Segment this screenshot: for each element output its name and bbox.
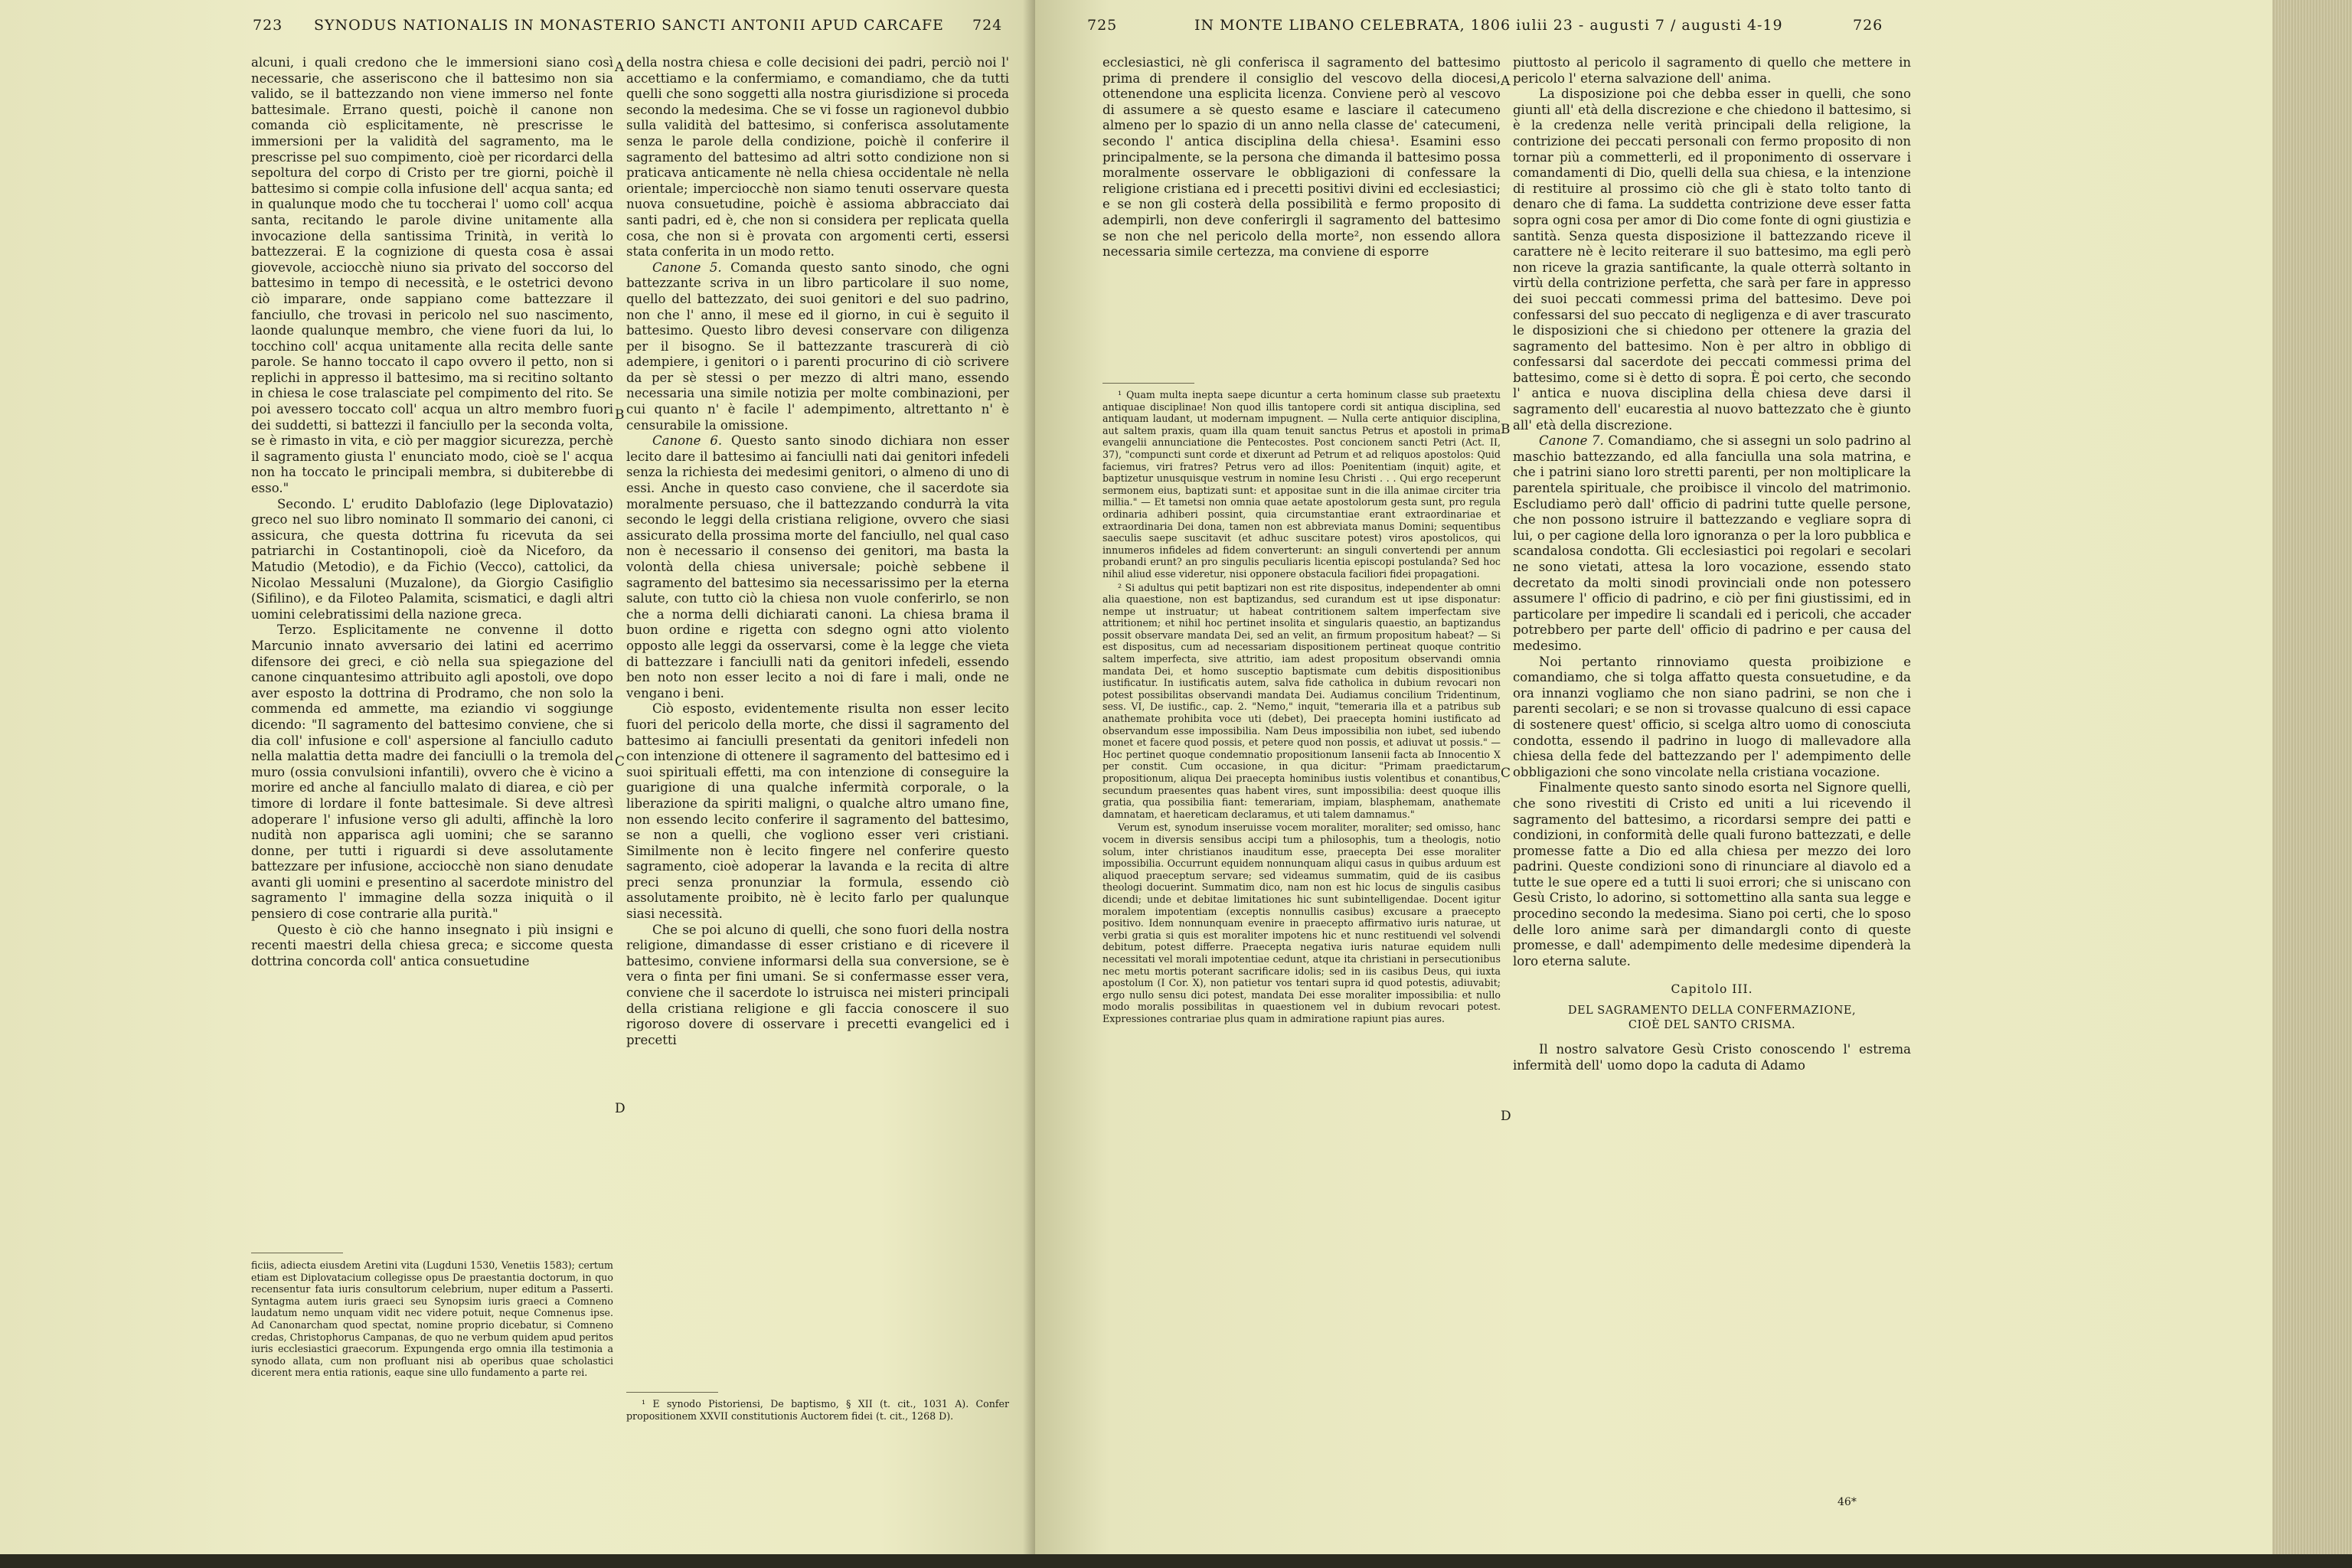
paragraph: ecclesiastici, nè gli conferisca il sagramento del battesimo prima di prendere il consiglio del vescovo della diocesi, ottenendone una esplicita licenza. Conviene però al vescovo di assumere a sè questo esame e lasciare il catecumeno almeno per lo spazio di un anno nella classe de' catecumeni, secondo l' antica disciplina della chiesa¹. Esamini esso principalmente, se la persona che dimanda il battesimo possa moralmente osservare le obbligazioni di confessare la religione cristiana ed i precetti positivi divini ed ecclesiastici; e se non gli costerà della possibilità e fermo proposito di adempirli, non deve conferirgli il sagramento del battesimo se non che nel pericolo della morte², non essendo allora necessaria simile certezza, ma conviene di esporre: [1102, 55, 1501, 260]
paragraph: Terzo. Esplicitamente ne convenne il dotto Marcunio innato avversario dei latini ed acerrimo difensore dei greci, e ciò nella sua spiegazione del canone cinquantesimo attribuito agli apostoli, ove dopo aver esposto la dottrina di Prodramo, che non solo la commenda ed ammette, ma eziandio vi soggiunge dicendo: "Il sagramento del battesimo conviene, che si dia coll' infusione e coll' aspersione al fanciullo caduto nella malattia detta madre dei fanciulli o la tremola del muro (ossia convulsioni infantili), ovvero che è vicino a morire ed anche al fanciullo malato di diarea, e ciò per timore di lordare il fonte battesimale. Si deve altresì adoperare l' infusione verso gli adulti, affinchè la loro nudità non apparisca agli uomini; che se saranno donne, per tutti i riguardi si deve assolutamente battezzare per infusione, acciocchè non siano denudate avanti gli uomini e presentino al sacerdote ministro del sagramento l' immagine della sozza iniquità o il pensiero di cose contrarie alla purità.": [251, 622, 613, 922]
chapter-subtitle: [1513, 1004, 1911, 1033]
left-footnote-2: [626, 1398, 1009, 1475]
left-page-number-b: 724: [972, 17, 1003, 34]
paragraph: alcuni, i quali credono che le immersioni siano così necessarie, che asseriscono che il battesimo non sia valido, se il battezzando non viene immerso nel fonte battesimale. Errano questi, poichè il canone non comanda ciò esplicitamente, nè prescrisse le immersioni per la validità del sagramento, ma le prescrisse pel suo compimento, cioè per ricordarci della sepoltura del corpo di Cristo per tre giorni, poichè il battesimo si compie colla infusione dell' acqua santa; ed in qualunque modo che tu toccherai l' uomo coll' acqua santa, recitando le parole divine unitamente alla invocazione della santissima Trinità, in verità lo battezzerai. E la cognizione di questa cosa è assai giovevole, acciocchè niuno sia privato del soccorso del battesimo in tempo di necessità, e le ostetrici devono ciò imparare, onde sappiano come battezzare il fanciullo, che trovasi in pericolo nel suo nascimento, laonde qualunque membro, che viene fuori da lui, lo tocchino coll' acqua unitamente alla recita delle sante parole. Se hanno toccato il capo ovvero il petto, non si replichi in appresso il battesimo, ma si recitino soltanto in chiesa le cose tralasciate pel compimento del rito. Se poi avessero toccato coll' acqua un altro membro fuori dei suddetti, si battezzi il fanciullo per la seconda volta, se è rimasto in vita, e ciò per maggior sicurezza, perchè il sagramento giusta l' enunciato modo, cioè se l' acqua non ha toccato le principali membra, si dubiterebbe di esso.": [251, 55, 613, 496]
signature-mark: 46*: [1838, 1496, 1857, 1508]
chapter-subtitle-line: CIOÈ DEL SANTO CRISMA.: [1628, 1019, 1796, 1032]
margin-letter: C: [615, 754, 626, 769]
paragraph: della nostra chiesa e colle decisioni dei padri, perciò noi l' accettiamo e la confermiamo, e comandiamo, che da tutti quelli che sono soggetti alla nostra giurisdizione si proceda secondo la medesima. Che se vi fosse un ragionevol dubbio sulla validità del battesimo, si conferisca assolutamente senza le parole della condizione, poichè il conferire il sagramento del battesimo ad altri sotto condizione non si praticava anticamente nè nella chiesa occidentale nè nella orientale; imperciocchè non siamo tenuti osservare questa nuova consuetudine, poichè è assioma abbracciato dai santi padri, ed è, che non si considera per replicata quella cosa, che non si è provata con argomenti certi, essersi stata conferita in un modo retto.: [626, 55, 1009, 260]
left-page: [0, 0, 1035, 1562]
right-footnotes: [1102, 389, 1501, 1468]
footnote-text: ficiis, adiecta eiusdem Aretini vita (Lugduni 1530, Venetiis 1583); certum etiam est Diplovatacium collegisse opus De praestantia doctorum, in quo recensentur fata iuris consultorum celebrium, nuper editum a Passerti. Syntagma autem iuris graeci seu Synopsim iuris graeci a Comneno laudatum nemo unquam vidit nec videre potuit, neque Comnenus ipse. Ad Canonarcham quod spectat, nomine proprio dicebatur, si Comneno credas, Christophorus Campanas, de quo ne verbum quidem apud peritos iuris ecclesiastici graecorum. Expungenda ergo omnia illa testimonia a synodo allata, cum non profluant nisi ab operibus quae scholastici dicerent mera entia rationis, eaque sine ullo fundamento a parte rei.: [251, 1259, 613, 1379]
right-page-number-a: 725: [1087, 17, 1118, 34]
paragraph: Secondo. L' erudito Dablofazio (lege Diplovatazio) greco nel suo libro nominato Il sommario dei canoni, ci assicura, che questa dottrina fu ricevuta da sei patriarchi in Costantinopoli, cioè da Niceforo, da Matudio (Metodio), e da Fichio (Vecco), cattolici, da Nicolao Messaluni (Muzalone), da Giorgio Casifiglio (Sifilino), e da Filoteo Palamita, scismatici, e dagli altri uomini celebratissimi della nazione greca.: [251, 496, 613, 622]
footnote-rule: [1102, 383, 1194, 384]
paragraph: piuttosto al pericolo il sagramento di quello che mettere in pericolo l' eterna salvazione dell' anima.: [1513, 55, 1911, 86]
right-page-number-b: 726: [1853, 17, 1883, 34]
margin-letter: A: [615, 60, 625, 75]
right-column-2: [1513, 55, 1911, 1341]
canon-label: Canone 6.: [652, 433, 723, 449]
paragraph: Questo è ciò che hanno insegnato i più insigni e recenti maestri della chiesa greca; e siccome questa dottrina concorda coll' antica consuetudine: [251, 922, 613, 969]
footnote-text: ¹ E synodo Pistoriensi, De baptismo, § XII (t. cit., 1031 A). Confer propositionem XXVII constitutionis Auctorem fidei (t. cit., 1268 D).: [626, 1398, 1009, 1422]
right-column-1: [1102, 55, 1501, 369]
right-running-title: IN MONTE LIBANO CELEBRATA, 1806 iulii 23 - augusti 7 / augusti 4-19: [1194, 17, 1783, 34]
footnote-rule: [626, 1392, 718, 1393]
left-running-title: SYNODUS NATIONALIS IN MONASTERIO SANCTI ANTONII APUD CARCAFE: [314, 17, 944, 34]
page-edges: [2272, 0, 2352, 1568]
canon-label: Canone 5.: [652, 260, 722, 275]
margin-letter: D: [615, 1101, 626, 1116]
canon-label: Canone 7.: [1539, 433, 1604, 449]
footnote-text: Verum est, synodum inseruisse vocem moraliter, moraliter; sed omisso, hanc vocem in diversis sensibus accipi tum a philosophis, tum a theologis, notio solum, inter christianos inauditum esse, praecepta Dei esse moraliter impossibilia. Occurrunt equidem nonnunquam aliqui casus in quibus arduum est aliquod praeceptum servare; sed videamus summatim, quid de iis casibus theologi docuerint. Summatim dico, nam non est hic locus de singulis casibus dicendi; unde et debitae limitationes hic sunt subintelligendae. Docent igitur moralem impotentiam (exceptis nonnullis casibus) excusare a praecepto positivo. Idem nonnunquam evenire in praecepto affirmativo iuris naturae, ut verbi gratia si quis est moraliter impotens hic et nunc restituendi vel solvendi debitum, potest differre. Praecepta negativa iuris naturae equidem nulli necessitati vel morali impotentiae cedunt, atque ita christiani in persecutionibus nec metu mortis poterant sacrificare idolis; sed in iis casibus Deus, qui iuxta apostolum (I Cor. X), non patietur vos tentari supra id quod potestis, adiuvabit; ergo nullo sensu dici potest, mandata Dei esse moraliter impossibilia: et nullo modo moralis possibilitas in quaestionem vel in dubium revocari potest. Expressiones contrariae plus quam in admiratione rapiunt pias aures.: [1102, 822, 1501, 1024]
chapter-title: Capitolo III.: [1671, 982, 1753, 997]
paragraph: Canone 6. Questo santo sinodo dichiara non esser lecito dare il battesimo ai fanciulli nati dai genitori infedeli senza la richiesta dei medesimi genitori, o almeno di uno di essi. Anche in questo caso conviene, che il sacerdote sia moralmente persuaso, che il battezzando condurrà la vita secondo le leggi della cristiana religione, ovvero che siasi assicurato della prossima morte del fanciullo, nel qual caso non è necessario il consenso dei genitori, ma basta la volontà della chiesa universale; poichè sebbene il sagramento del battesimo sia necessarissimo per la eterna salute, con tutto ciò la chiesa non vuole conferirlo, se non che a norma delli dichiarati canoni. La chiesa brama il buon ordine e rigetta con sdegno ogni atto violento opposto alle leggi da osservarsi, come è la legge che vieta di battezzare i fanciulli nati da genitori infedeli, essendo ben noto non esser lecito a noi di fare i mali, onde ne vengano i beni.: [626, 433, 1009, 701]
paragraph: Finalmente questo santo sinodo esorta nel Signore quelli, che sono rivestiti di Cristo ed uniti a lui ricevendo il sagramento del battesimo, a ricordarsi sempre dei patti e condizioni, in conformità delle quali furono battezzati, e delle promesse fatte a Dio ed alla chiesa per mezzo dei loro padrini. Queste condizioni sono di rinunciare al diavolo ed a tutte le sue opere ed a tutti li suoi errori; che si uniscano con Gesù Cristo, lo adorino, si sottomettino alla santa sua legge e procedino secondo la medesima. Siano poi certi, che lo sposo delle loro anime sarà per dimandargli conto di queste promesse, e dall' adempimento delle medesime dipenderà la loro eterna salute.: [1513, 780, 1911, 969]
chapter-subtitle-line: DEL SAGRAMENTO DELLA CONFERMAZIONE,: [1567, 1004, 1857, 1018]
margin-letter: B: [615, 407, 625, 423]
bottom-shadow: [0, 1554, 2352, 1568]
paragraph: La disposizione poi che debba esser in quelli, che sono giunti all' età della discrezione e che chiedono il battesimo, si è la credenza nelle verità principali della religione, la contrizione dei peccati personali con fermo proposito di non tornar più a commetterli, ed il proponimento di osservare i comandamenti di Dio, quelli della sua chiesa, e la intenzione di restituire al prossimo ciò che gli è stato tolto tanto di denaro che di fama. La suddetta contrizione deve esser fatta sopra ogni cosa per amor di Dio come fonte di ogni giustizia e santità. Senza questa disposizione il battezzando riceve il carattere nè è lecito reiterare il suo battesimo, ma egli però non riceve la grazia santificante, la quale otterrà soltanto in virtù della contrizione perfetta, che sarà per fare in appresso dei suoi peccati commessi prima del battesimo. Deve poi confessarsi del suo peccato di negligenza e di aver trascurato le disposizioni che si chiedono per ottenere la grazia del sagramento del battesimo. Non è per altro in obbligo di confessarsi dal sacerdote dei peccati commessi prima del battesimo, come si è detto di sopra. È poi certo, che secondo l' antica e nuova disciplina della chiesa deve darsi il sagramento dell' eucarestia al nuovo battezzato che è giunto all' età della discrezione.: [1513, 87, 1911, 433]
paragraph: Che se poi alcuno di quelli, che sono fuori della nostra religione, dimandasse di esser cristiano e di ricevere il battesimo, conviene informarsi della sua conversione, se è vera o finta per fini umani. Se si confermasse esser vera, conviene che il sacerdote lo istruisca nei misteri principali della cristiana religione e gli faccia conoscere il suo rigoroso dovere di osservare i precetti evangelici ed i precetti: [626, 922, 1009, 1047]
paragraph: Noi pertanto rinnoviamo questa proibizione e comandiamo, che si tolga affatto questa consuetudine, e da ora innanzi vogliamo che non siano padrini, se non che i parenti secolari; e se non si trovasse qualcuno di essi capace di sostenere quest' officio, si scelga altro uomo di conosciuta condotta, essendo il padrino in luogo di mallevadore alla chiesa della fede del battezzando per l' adempimento delle obbligazioni che sono vincolate nella cristiana vocazione.: [1513, 654, 1911, 779]
footnote-text: ¹ Quam multa inepta saepe dicuntur a certa hominum classe sub praetextu antiquae disciplinae! Non quod illis tantopere cordi sit antiqua disciplina, sed antiquam laudant, ut modernam impugnent. — Nulla certe antiquior disciplina, aut saltem praxis, quam illa quam tenuit sanctus Petrus et apostoli in prima evangelii annunciatione die Pentecostes. Post concionem sancti Petri (Act. II, 37), "compuncti sunt corde et dixerunt ad Petrum et ad reliquos apostolos: Quid faciemus, viri fratres? Petrus vero ad illos: Poenitentiam (inquit) agite, et baptizetur unusquisque vestrum in nomine Iesu Christi . . . Qui ergo receperunt sermonem eius, baptizati sunt: et appositae sunt in die illa animae circiter tria millia." — Et tametsi non omnia quae aetate apostolorum gesta sunt, pro regula ordinaria adhiberi possint, quia circumstantiae erant extraordinariae et extraordinaria Dei dona, tamen non est abbreviata manus Domini; sequentibus saeculis saepe suscitavit (et adhuc suscitare potest) viros apostolicos, qui innumeros infideles ad fidem converterunt: an singuli convertendi per annum probandi erunt? an pro singulis peculiaris licentia episcopi postulanda? Sed hoc nihil aliud esse videretur, nisi opponere obstacula faciliori fidei propagationi.: [1102, 389, 1501, 580]
left-page-number-a: 723: [253, 17, 283, 34]
footnote-text: ² Si adultus qui petit baptizari non est rite dispositus, independenter ab omni alia quaestione, non est baptizandus, sed curandum est ut ipse disponatur: nempe ut instruatur; ut habeat contritionem saltem imperfectam sive attritionem; et nihil hoc pertinet insolita et singularis quaestio, an baptizandus possit observare mandata Dei, sed an velit, an firmum propositum habeat? — Si est dispositus, cum ad necessariam dispositionem pertineat quoque contritio saltem imperfecta, sive attritio, iam adest propositum observandi omnia mandata Dei, et homo susceptio baptismate cum debitis dispositionibus iustificatur. In iustificatis autem, salva fide catholica in dubium revocari non potest possibilitas observandi mandata Dei. Audiamus concilium Tridentinum, sess. VI, De iustific., cap. 2. "Nemo," inquit, "temeraria illa et a patribus sub anathemate prohibita voce uti (debet), Dei praecepta homini iustificato ad observandum esse impossibilia. Nam Deus impossibilia non iubet, sed iubendo monet et facere quod possis, et petere quod non possis, et adiuvat ut possis." — Hoc pertinet quoque condemnatio propositionum Iansenii facta ab Innocentio X per constit. Cum occasione, in qua dicitur: "Primam praedictarum propositionum, aliqua Dei praecepta hominibus iustis volentibus et conantibus, secundum praesentes quas habent vires, sunt impossibilia: deest quoque illis gratia, qua possibilia fiant: temerariam, impiam, blasphemam, anathemate damnatam, et haereticam declaramus, et uti talem damnamus.": [1102, 581, 1501, 820]
left-column-2: [626, 55, 1009, 1334]
margin-letter: B: [1501, 422, 1511, 437]
paragraph: Canone 5. Comanda questo santo sinodo, che ogni battezzante scriva in un libro particolare il suo nome, quello del battezzato, dei suoi genitori e del suo padrino, non che l' anno, il mese ed il giorno, in cui è seguito il battesimo. Questo libro devesi conservare con diligenza per il bisogno. Se il battezzante trascurerà di ciò adempiere, i genitori o i parenti procurino di ciò scrivere da per sè stessi o per mezzo di altri mano, essendo necessaria una simile notizia per molte combinazioni, per cui quanto n' è facile l' adempimento, altrettanto n' è censurabile la omissione.: [626, 260, 1009, 433]
margin-letter: A: [1501, 74, 1511, 89]
left-column-1: [251, 55, 613, 1250]
margin-letter: C: [1501, 766, 1511, 781]
margin-letter: D: [1501, 1109, 1511, 1124]
paragraph: Ciò esposto, evidentemente risulta non esser lecito fuori del pericolo della morte, che dissi il sagramento del battesimo ai fanciulli presentati da genitori infedeli non con intenzione di ottenere il sagramento del battesimo ed i suoi spirituali effetti, ma con intenzione di conseguire la guarigione di una qualche infermità corporale, o la liberazione da spiriti maligni, o qualche altro umano fine, non essendo lecito conferire il sagramento del battesimo, se non a quelli, che vogliono esser veri cristiani. Similmente non è lecito fingere nel conferire questo sagramento, cioè adoperar la lavanda e la recita di altre preci senza pronunziar la formula, essendo ciò assolutamente proibito, nè è lecito farlo per qualunque siasi necessità.: [626, 701, 1009, 922]
left-footnote-1: [251, 1259, 613, 1489]
paragraph: Canone 7. Comandiamo, che si assegni un solo padrino al maschio battezzando, ed alla fanciulla una sola matrina, e che i patrini siano loro stretti parenti, per non moltiplicare la parentela spirituale, che proibisce il vincolo del matrimonio. Escludiamo però dall' officio di padrini tutte quelle persone, che non possono istruire il battezzando e vegliare sopra di lui, o per cagione della loro ignoranza o per la loro pubblica e scandalosa condotta. Gli ecclesiastici poi regolari e secolari ne sono vietati, attesa la loro vocazione, essendo stato decretato da molti sinodi provinciali onde non potessero assumere l' officio di padrino, e ciò per fini giustissimi, ed in particolare per impedire li scandali ed i pericoli, che accader potrebbero per parte dell' officio di padrino e per causa del medesimo.: [1513, 433, 1911, 653]
paragraph: Il nostro salvatore Gesù Cristo conoscendo l' estrema infermità dell' uomo dopo la caduta di Adamo: [1513, 1042, 1911, 1073]
